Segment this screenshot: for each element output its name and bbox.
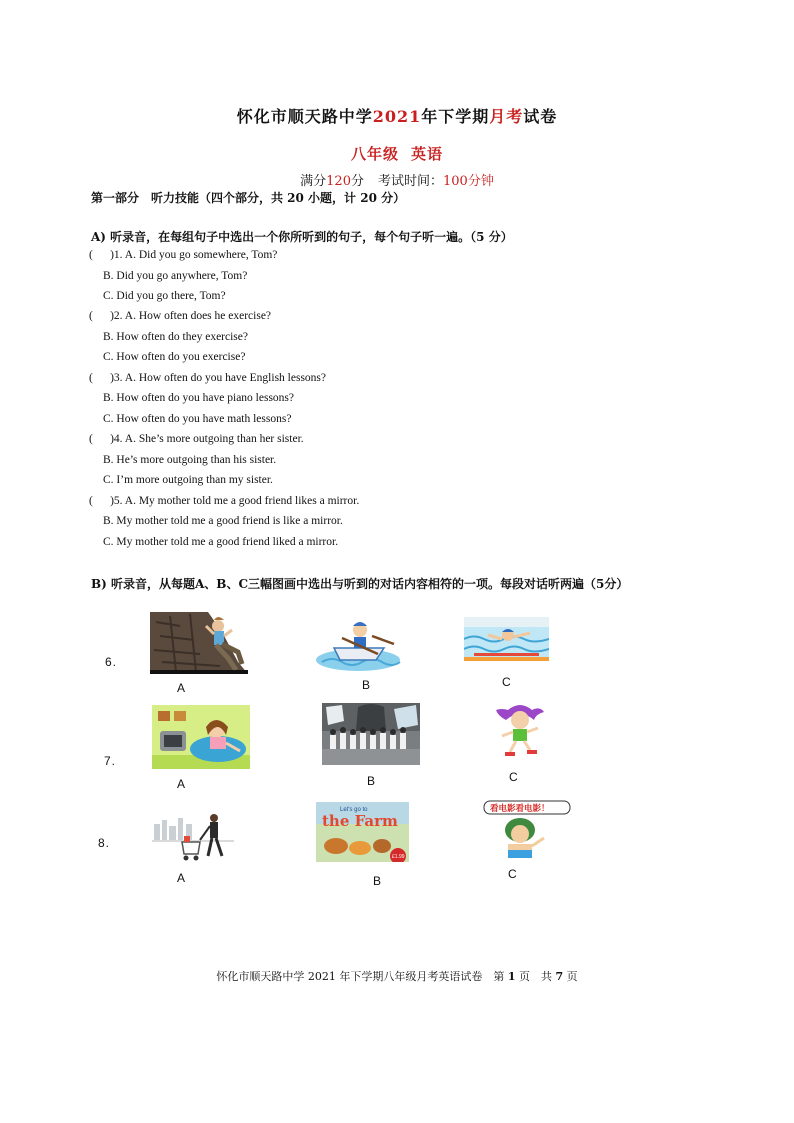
title-term: 年下学期 [421, 107, 490, 126]
picture-7a-watching-tv [152, 705, 250, 769]
footer-total-pages: 7 [555, 970, 564, 983]
question-1-option-b: B. Did you go anywhere, Tom? [103, 270, 248, 282]
picture-8c-movie-bubble [482, 800, 574, 862]
score-label: 满分 [300, 174, 327, 189]
picture-7b-group-photo [322, 703, 420, 765]
picture-6b-rowing-boat [312, 618, 404, 673]
page-footer [0, 968, 794, 984]
question-5-stem: ( )5. A. My mother told me a good friend likes a mirror. [89, 495, 360, 507]
label-6b: B [362, 678, 371, 692]
question-7-number: 7. [104, 754, 117, 768]
question-3-option-b: B. How often do you have piano lessons? [103, 392, 294, 404]
label-8a: A [177, 871, 186, 885]
score-unit: 分 [350, 174, 364, 189]
label-6a: A [177, 681, 186, 695]
question-5-option-c: C. My mother told me a good friend liked a mirror. [103, 536, 339, 548]
picture-7c-skating-girl [490, 702, 548, 760]
part-one-heading: 第一部分 听力技能（四个部分，共 20 小题，计 20 分） [91, 191, 406, 205]
question-2-option-b: B. How often do they exercise? [103, 331, 248, 343]
farm-book-price: £1.99 [392, 854, 405, 860]
question-4-option-c: C. I’m more outgoing than my sister. [103, 474, 273, 486]
grade-label: 八年级 [350, 145, 399, 163]
exam-meta [0, 170, 794, 189]
score-value: 120 [326, 174, 351, 189]
time-label: 考试时间： [378, 174, 444, 189]
section-b-heading: B) 听录音，从每题A、B、C三幅图画中选出与听到的对话内容相符的一项。每段对话听两遍（5分） [91, 577, 629, 591]
time-unit: 分钟 [467, 174, 494, 189]
footer-end: 页 [566, 970, 578, 983]
title-year: 2021 [372, 107, 422, 126]
title-exam-type: 月考 [489, 107, 524, 126]
footer-text: 怀化市顺天路中学 2021 年下学期八年级月考英语试卷 第 [216, 970, 505, 983]
question-3-stem: ( )3. A. How often do you have English lessons? [89, 372, 326, 384]
time-value: 100 [443, 174, 468, 189]
footer-page-number: 1 [507, 970, 516, 983]
question-1-stem: ( )1. A. Did you go somewhere, Tom? [89, 249, 278, 261]
farm-book-top-text: Let's go to [340, 807, 368, 813]
question-8-number: 8. [98, 836, 111, 850]
title-suffix: 试卷 [523, 107, 558, 126]
question-4-option-b: B. He’s more outgoing than his sister. [103, 454, 277, 466]
footer-mid: 页 共 [519, 970, 552, 983]
label-6c: C [502, 675, 511, 689]
question-6-number: 6. [105, 655, 118, 669]
label-7a: A [177, 777, 186, 791]
picture-6c-swimming [464, 617, 549, 661]
subject-label: 英语 [411, 145, 444, 163]
label-8c: C [508, 867, 517, 881]
question-4-stem: ( )4. A. She’s more outgoing than her sister. [89, 433, 304, 445]
label-7b: B [367, 774, 376, 788]
section-a-heading: A) 听录音，在每组句子中选出一个你所听到的句子，每个句子听一遍。（5 分） [91, 230, 513, 244]
question-3-option-c: C. How often do you have math lessons? [103, 413, 292, 425]
question-2-stem: ( )2. A. How often does he exercise? [89, 310, 272, 322]
picture-6a-rock-climbing [150, 612, 248, 674]
label-7c: C [509, 770, 518, 784]
title-school: 怀化市顺天路中学 [236, 107, 373, 126]
question-5-option-b: B. My mother told me a good friend is like a mirror. [103, 515, 343, 527]
question-2-option-c: C. How often do you exercise? [103, 351, 246, 363]
picture-8a-shopping-cart [152, 810, 234, 864]
label-8b: B [373, 874, 382, 888]
movie-bubble-text: 看电影看电影！ [490, 804, 550, 814]
question-1-option-c: C. Did you go there, Tom? [103, 290, 226, 302]
exam-title [0, 104, 794, 127]
farm-book-title-text: the Farm [322, 812, 398, 830]
exam-subtitle [0, 143, 794, 164]
picture-8b-farm-book [316, 802, 409, 862]
